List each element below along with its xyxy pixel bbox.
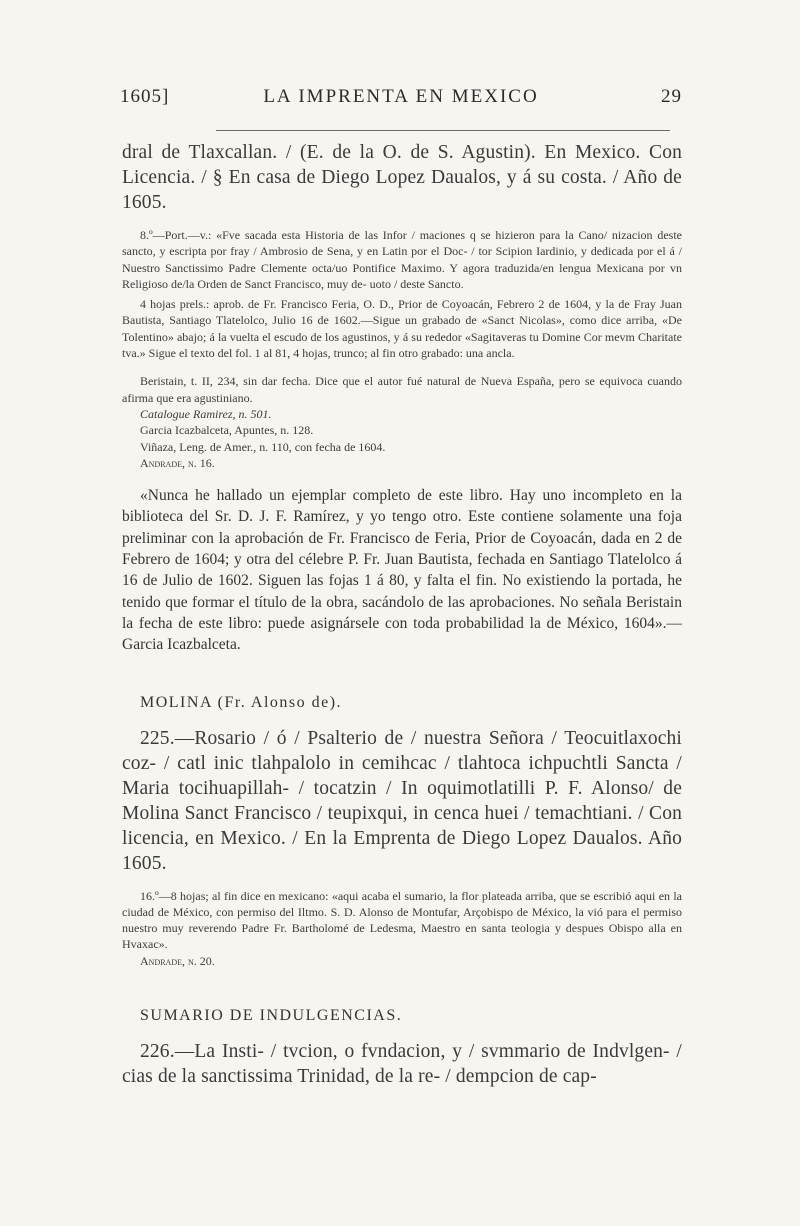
entry-224-note-2: 4 hojas prels.: aprob. de Fr. Francisco Feria, O. D., Prior de Coyoacán, Febrero 2 de 1604, y la de Fray Juan Bautista, Santiago Tlatelolco, Julio 16 de 1602.—Sigue un grabado de «Sanct Nicolas», como dice arriba, «De Tolentino» abajo; á la vuelta el escudo de los agustinos, y á su rededor «Sagitaveras tu Domine Cor mevm Charitate tva.» Sigue el texto del fol. 1 al 81, 4 hojas, trunco; al fin otro grabado: una ancla. — [122, 297, 682, 361]
entry-224-title: dral de Tlaxcallan. / (E. de la O. de S. Agustin). En Mexico. Con Licencia. / § En casa de Diego Lopez Daualos, y á su costa. / Año de 1605. — [122, 142, 682, 213]
header-title: LA IMPRENTA EN MEXICO — [263, 86, 539, 107]
molina-heading: MOLINA (Fr. Alonso de). — [140, 693, 343, 711]
page-header — [120, 86, 682, 116]
entry-225-title: 225.—Rosario / ó / Psalterio de / nuestra Señora / Teocuitlaxochi coz- / catl inic tlahpalolo in cemihcac / tlahtoca ichpuchtli Sancta / Maria tocihuapillah- / tocatzin / In oquimotlatilli P. F. Alonso/ de Molina Sanct Francisco / teupixqui, in cenca huei / temachtiani. / Con licencia, en Mexico. / En la Emprenta de Diego Lopez Daualos. Año 1605. — [122, 727, 682, 874]
icazbalceta-quote: «Nunca he hallado un ejemplar completo de este libro. Hay uno incompleto en la biblioteca del Sr. D. J. F. Ramírez, y yo tengo otro. Este contiene solamente una foja preliminar con la aprobación de Fr. Francisco de Feria, Prior de Coyoacán, dada en 2 de Febrero de 1604; y otra del célebre P. Fr. Juan Bautista, fechada en Santiago Tlatelolco á 16 de Julio de 1602. Siguen las fojas 1 á 80, y falta el fin. No existiendo la portada, he tenido que formar el título de la obra, sacándolo de las aprobaciones. No señala Beristain la fecha de este libro: puede asignársele con toda probabilidad la de México, 1604».—Garcia Icazbalceta. — [122, 487, 682, 654]
entry-226-title: 226.—La Insti- / tvcion, o fvndacion, y / svmmario de Indvlgen- / cias de la sanctissima Trinidad, de la re- / dempcion de cap- — [122, 1041, 682, 1088]
ref-ramirez: Catalogue Ramirez, n. 501. — [140, 406, 272, 421]
page-body — [122, 140, 682, 1089]
ref-garcia: Garcia Icazbalceta, Apuntes, n. 128. — [140, 423, 314, 438]
ref-andrade-16: Andrade, n. 16. — [140, 455, 215, 470]
entry-225-note: 16.º—8 hojas; al fin dice en mexicano: «aqui acaba el sumario, la flor plateada arriba, que se escribió aqui en la ciudad de México, con permiso del Iltmo. S. D. Alonso de Montufar, Arçobispo de México, la vió para el permiso nuestro muy reverendo Padre Fr. Bartholomé de Ledesma, Maestro en santa teologia y despues Obispo alla en Hvaxac». — [122, 888, 682, 952]
header-year: 1605] — [120, 86, 170, 107]
entry-224-note-1: 8.º—Port.—v.: «Fve sacada esta Historia de las Infor / maciones q se hizieron para la Cano/ nizacion deste sancto, y escripta por fray / Ambrosio de Sena, y en Latin por el Doc- / tor Scipion Iardinio, y dedicada por el á / Nuestro Sanctissimo Padre Clemente octa/uo Pontifice Maximo. Y agora traduzida/en lengua Mexicana por vn Religioso de/la Orden de Sanct Francisco, muy de- uoto / deste Sancto. — [122, 228, 682, 291]
ref-andrade-20: Andrade, n. 20. — [140, 953, 215, 968]
ref-vinaza: Viñaza, Leng. de Amer., n. 110, con fecha de 1604. — [140, 439, 386, 454]
ref-beristain: Beristain, t. II, 234, sin dar fecha. Dice que el autor fué natural de Nueva España, pero se equivoca cuando afirma que era agustiniano. — [122, 374, 682, 405]
sumario-heading: SUMARIO DE INDULGENCIAS. — [140, 1007, 403, 1025]
header-rule — [216, 130, 670, 131]
page-number: 29 — [661, 86, 682, 107]
